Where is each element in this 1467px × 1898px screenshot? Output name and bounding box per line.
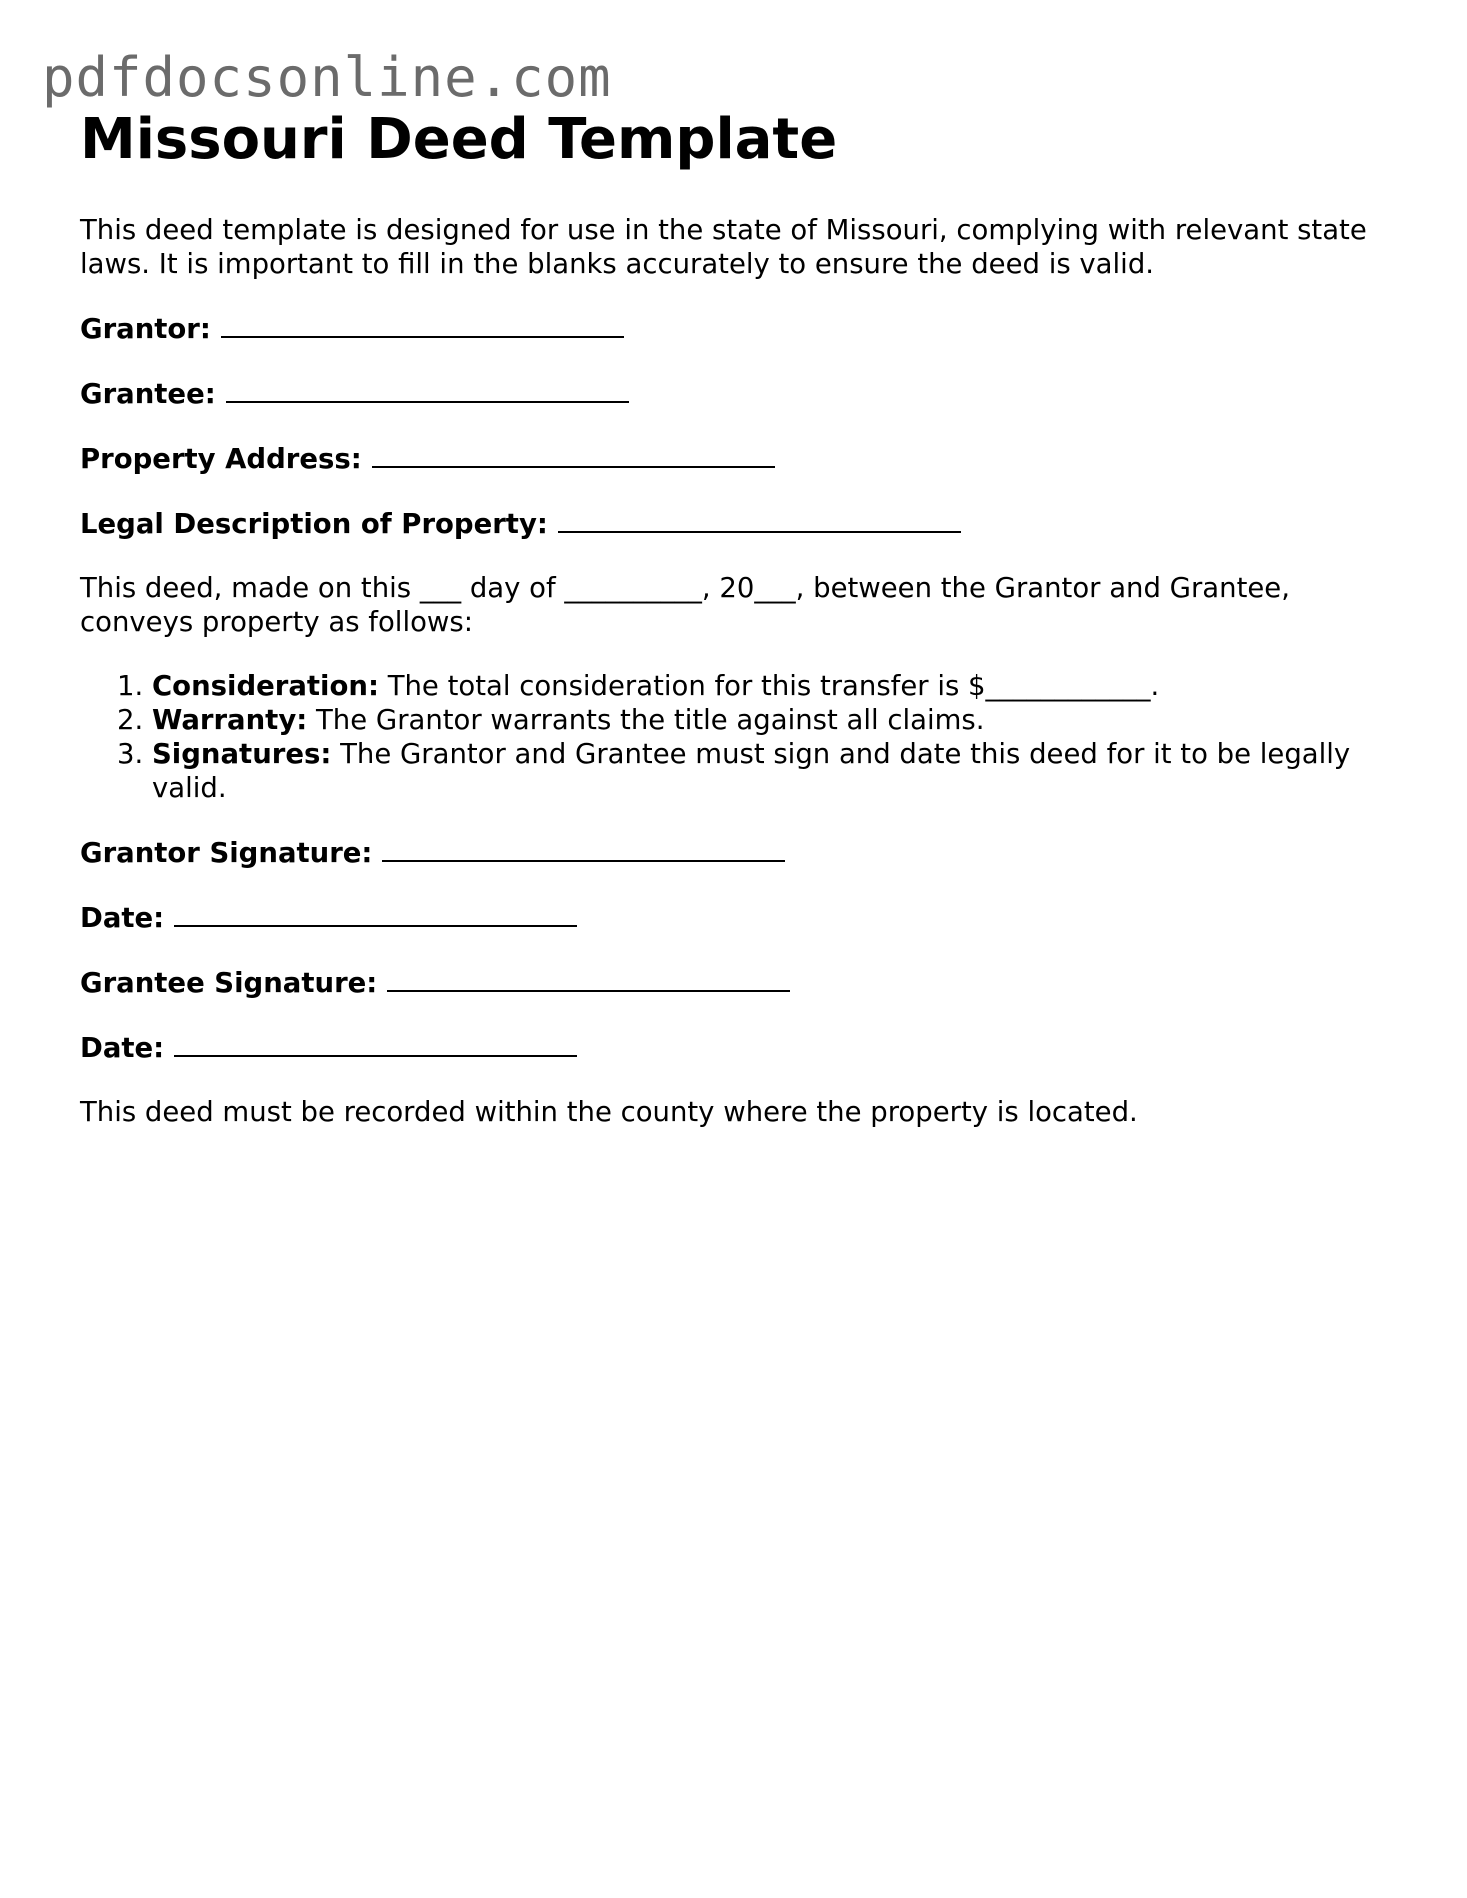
legal-description-field (80, 506, 1400, 541)
field-label: Grantee Signature: (80, 967, 378, 999)
term-text: The Grantor and Grantee must sign and date this deed for it to be legally valid. (152, 738, 1351, 804)
terms-list (80, 669, 1400, 805)
field-label: Grantee: (80, 378, 216, 410)
field-label: Date: (80, 1032, 165, 1064)
grantor-date-blank[interactable] (174, 900, 577, 927)
page-title: Missouri Deed Template (80, 107, 838, 172)
term-title: Warranty: (152, 704, 308, 736)
intro-paragraph: This deed template is designed for use in the state of Missouri, complying with relevant state laws. It is important to fill in the blanks accurately to ensure the deed is valid. (80, 214, 1367, 280)
field-label: Property Address: (80, 443, 362, 475)
term-text: The total consideration for this transfer is $____________. (378, 670, 1160, 702)
grantee-blank[interactable] (226, 376, 629, 403)
grantee-signature-blank[interactable] (387, 965, 790, 992)
grantee-field (80, 376, 1400, 411)
list-item (152, 669, 1400, 703)
legal-description-blank[interactable] (558, 506, 961, 533)
list-item (152, 737, 1400, 805)
field-label: Grantor: (80, 313, 211, 345)
grantor-date-field (80, 900, 1400, 935)
grantor-field (80, 311, 1400, 346)
watermark: pdfdocsonline.com (42, 46, 612, 109)
grantor-signature-field (80, 835, 1400, 870)
grantor-signature-blank[interactable] (382, 835, 785, 862)
field-label: Legal Description of Property: (80, 508, 548, 540)
list-item (152, 703, 1400, 737)
grantee-signature-field (80, 965, 1400, 1000)
grantee-date-blank[interactable] (174, 1030, 577, 1057)
conveyance-paragraph: This deed, made on this ___ day of __________, 20___, between the Grantor and Grantee, conveys property as follows: (80, 572, 1290, 638)
term-text: The Grantor warrants the title against all claims. (307, 704, 985, 736)
grantor-blank[interactable] (221, 311, 624, 338)
field-label: Grantor Signature: (80, 837, 373, 869)
grantee-date-field (80, 1030, 1400, 1065)
field-label: Date: (80, 902, 165, 934)
document-page (80, 104, 1400, 1129)
closing-paragraph: This deed must be recorded within the county where the property is located. (80, 1096, 1138, 1128)
property-address-blank[interactable] (372, 441, 775, 468)
property-address-field (80, 441, 1400, 476)
term-title: Signatures: (152, 738, 332, 770)
term-title: Consideration: (152, 670, 379, 702)
